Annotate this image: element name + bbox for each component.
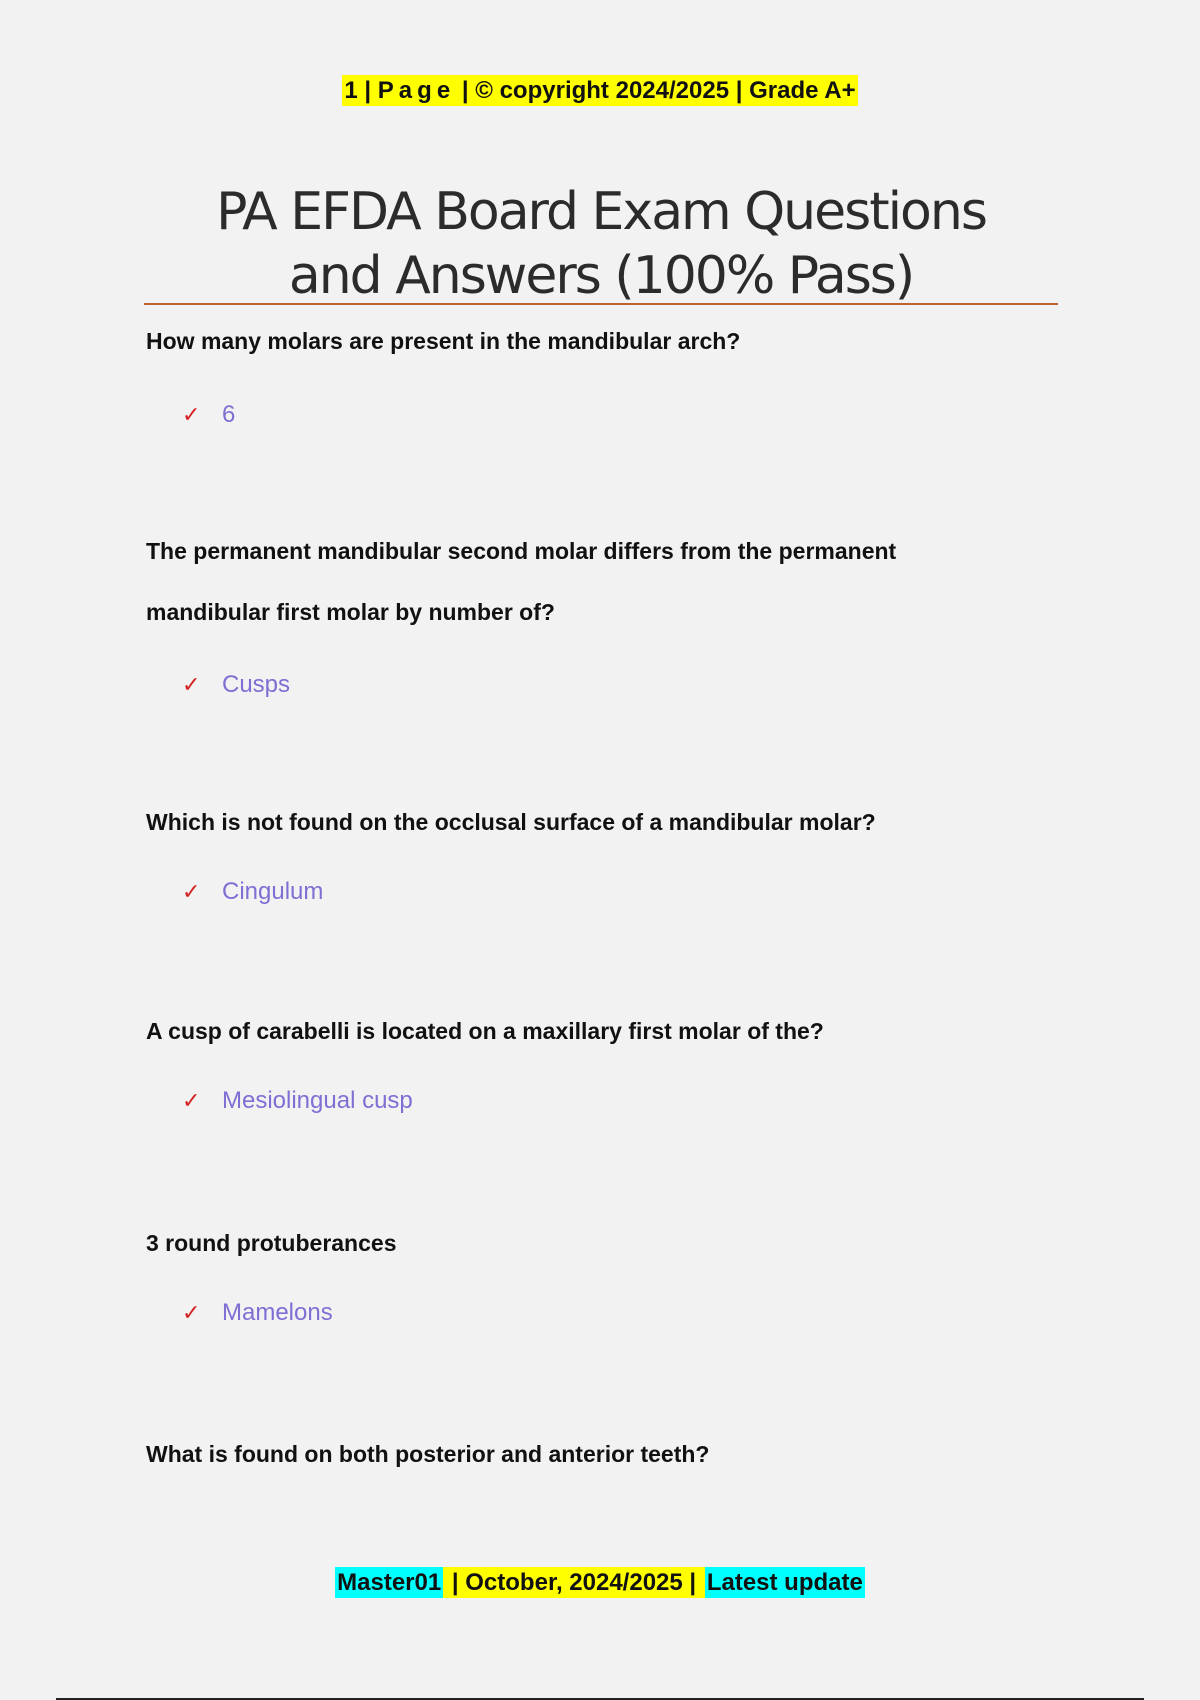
answer-row (182, 1299, 333, 1327)
question-text: How many molars are present in the mandibular arch? (146, 328, 741, 354)
qa-item (146, 1001, 1046, 1114)
answer-text: Mesiolingual cusp (222, 1087, 413, 1114)
page-label: Page (377, 77, 456, 104)
copyright-text: © copyright 2024/2025 (475, 77, 730, 104)
header-separator: | (455, 77, 476, 104)
page-number: 1 (344, 77, 358, 104)
answer-row (182, 401, 235, 429)
title-line-1: PA EFDA Board Exam Questions (216, 182, 986, 242)
qa-item (146, 1424, 1046, 1485)
check-icon: ✓ (182, 879, 201, 904)
document-title (144, 180, 1058, 308)
question-text: 3 round protuberances (146, 1230, 397, 1256)
footer-separator: | (682, 1569, 703, 1596)
header-separator: | (357, 77, 378, 104)
page-header (0, 74, 1200, 108)
check-icon: ✓ (182, 1088, 201, 1113)
footer-status: Latest update (706, 1569, 863, 1596)
qa-item (146, 1213, 1046, 1326)
check-icon: ✓ (182, 402, 201, 427)
answer-row (182, 878, 323, 906)
answer-text: Cingulum (222, 878, 324, 905)
footer-separator: | (445, 1569, 466, 1596)
question-text: What is found on both posterior and anterior teeth? (146, 1441, 710, 1467)
answer-row (182, 671, 290, 699)
check-icon: ✓ (182, 672, 201, 697)
qa-item (146, 521, 1046, 698)
question-text: Which is not found on the occlusal surface of a mandibular molar? (146, 809, 876, 835)
check-icon: ✓ (182, 1300, 201, 1325)
question-text: The permanent mandibular second molar differs from the permanent mandibular first molar by number of? (146, 538, 897, 625)
footer-highlight (443, 1567, 705, 1598)
footer-date: October, 2024/2025 (465, 1569, 683, 1596)
answer-text: Mamelons (222, 1299, 333, 1326)
question-text: A cusp of carabelli is located on a maxillary first molar of the? (146, 1018, 824, 1044)
page-footer (0, 1566, 1200, 1600)
title-underline (144, 303, 1058, 305)
page-header-highlight (342, 75, 857, 106)
qa-item (146, 311, 1046, 428)
qa-item (146, 792, 1046, 905)
grade-text: Grade A+ (749, 77, 856, 104)
footer-author: Master01 (337, 1569, 442, 1596)
header-separator: | (729, 77, 750, 104)
answer-text: Cusps (222, 671, 291, 698)
answer-text: 6 (222, 401, 236, 428)
answer-row (182, 1087, 413, 1115)
title-line-2: and Answers (100% Pass) (288, 246, 914, 306)
